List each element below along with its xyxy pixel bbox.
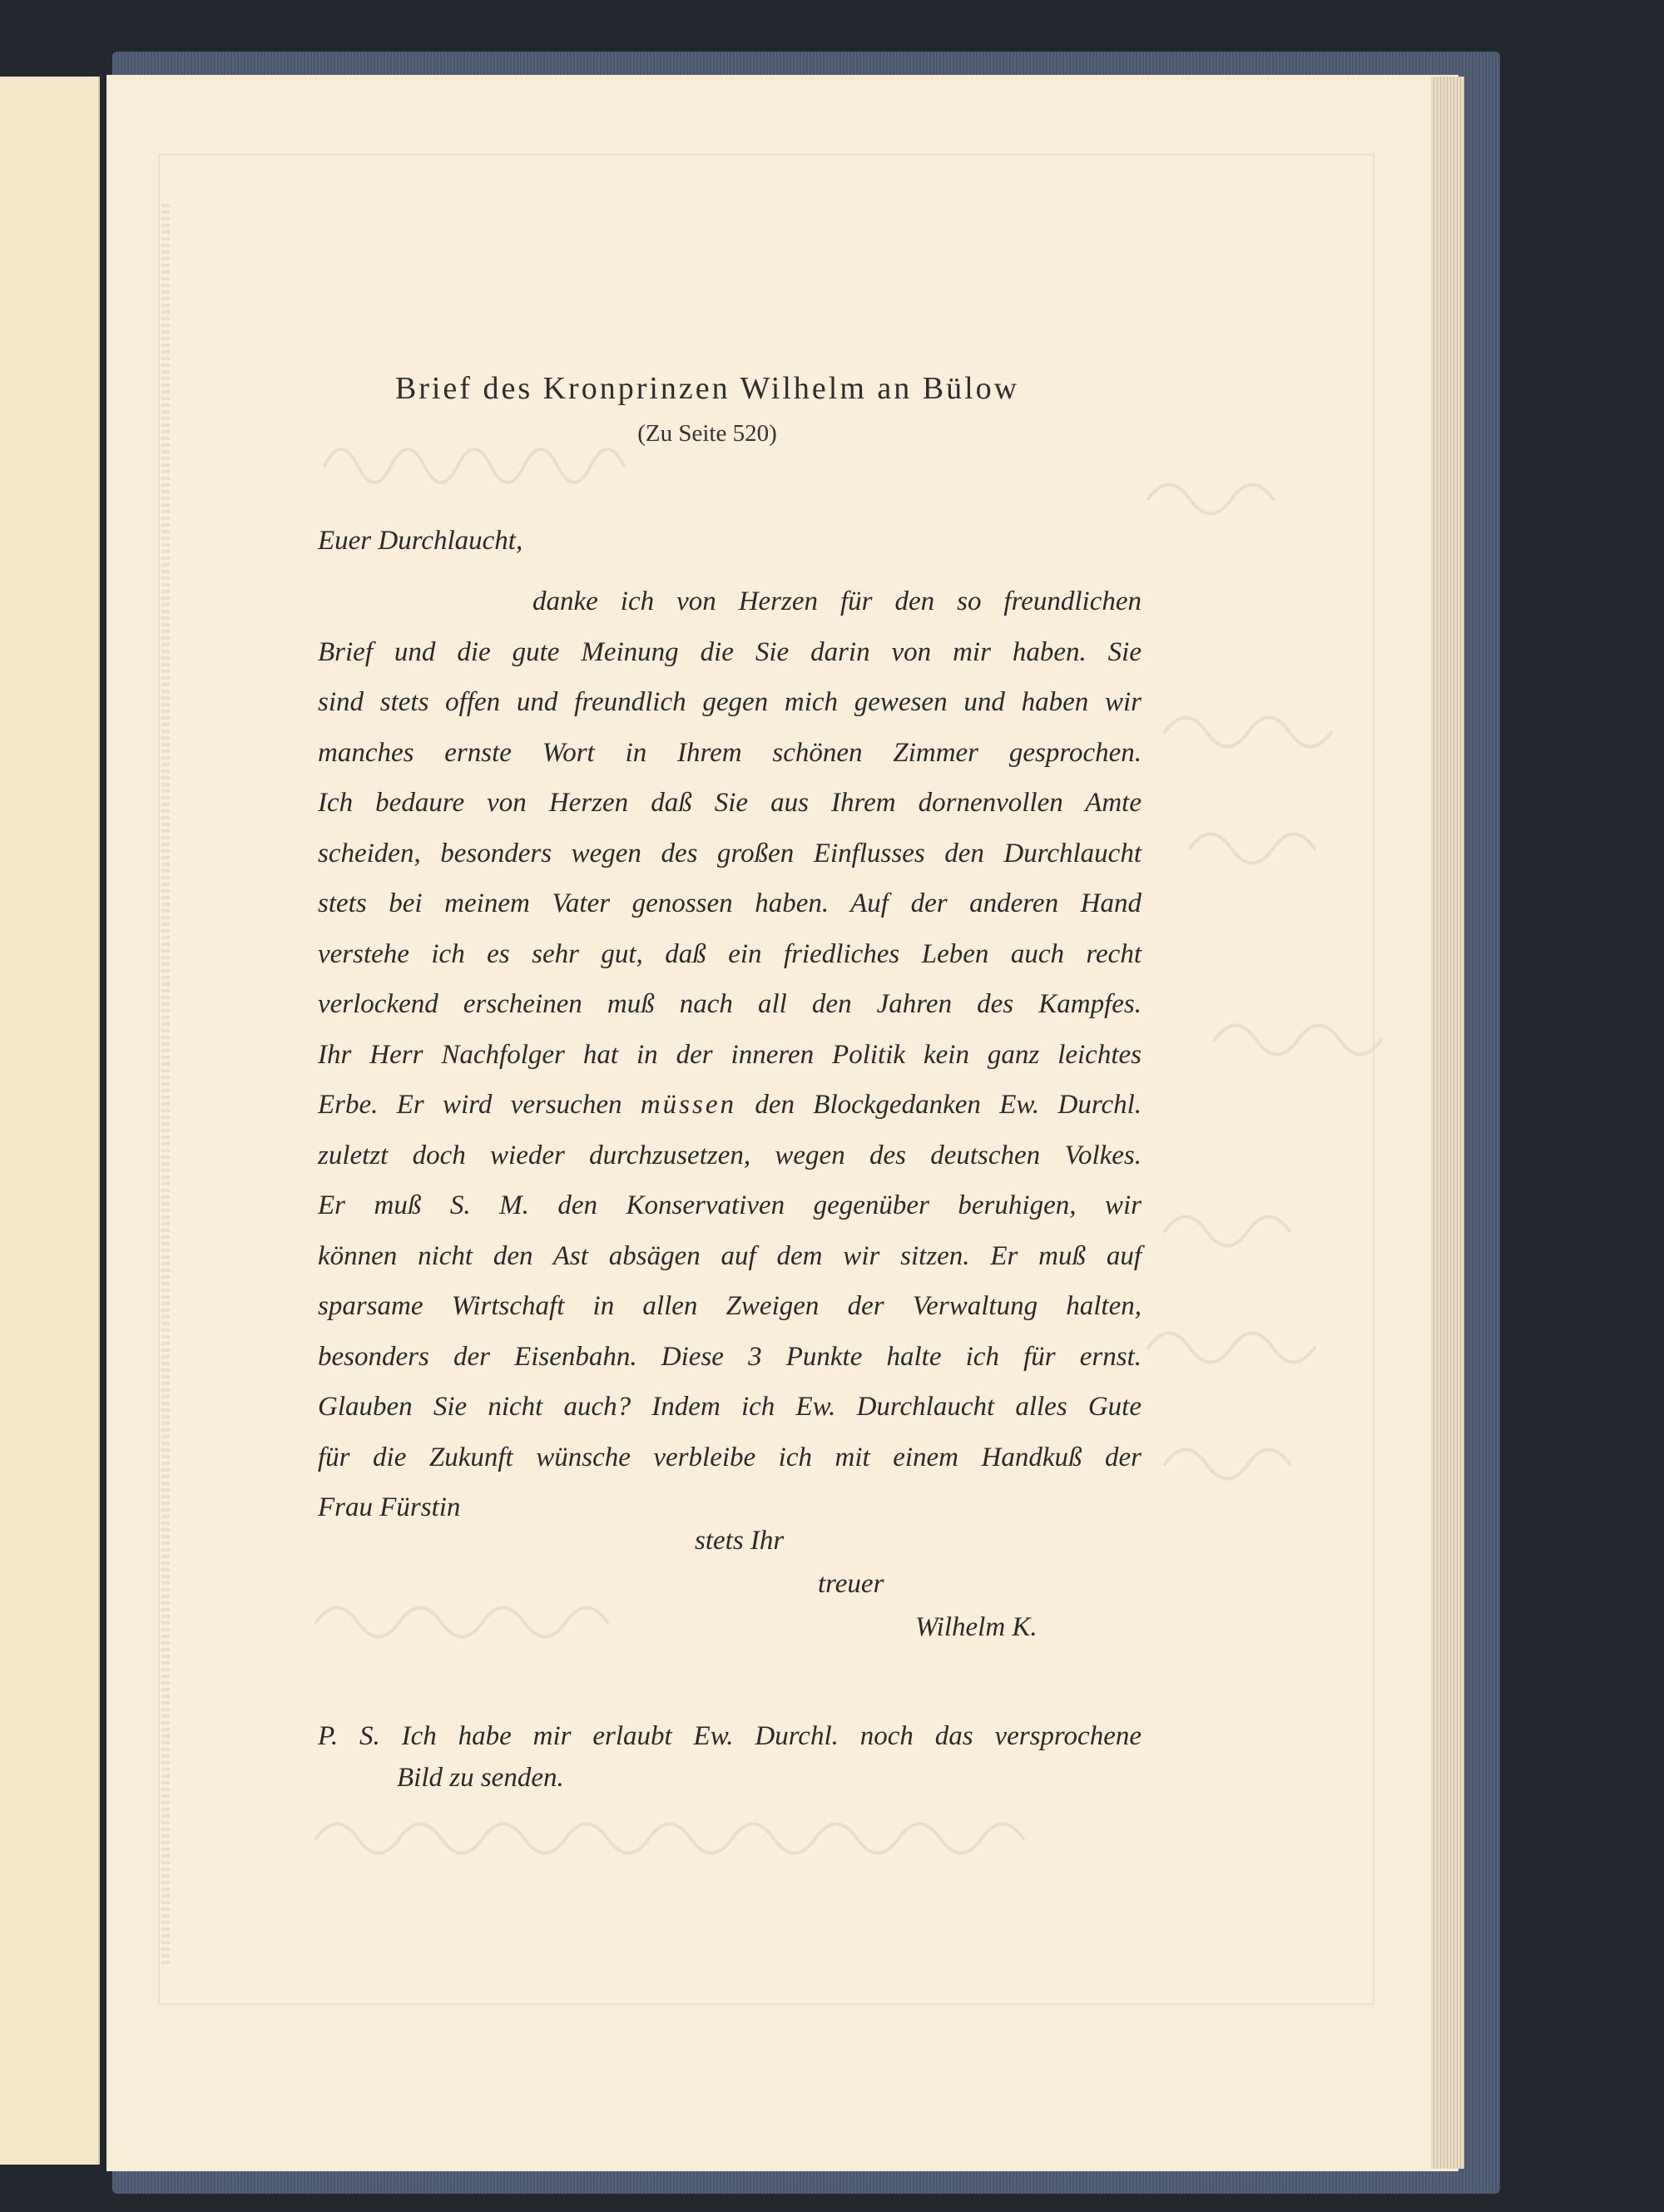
postscript-line: P. S. Ich habe mir erlaubt Ew. Durchl. noch das versprochene — [318, 1721, 1142, 1751]
closing-line: treuer — [818, 1569, 884, 1599]
letter-line: scheiden, besonders wegen des großen Einflusses den Durchlaucht — [318, 838, 1142, 868]
letter-line: besonders der Eisenbahn. Diese 3 Punkte halte ich für ernst. — [318, 1341, 1142, 1372]
letter-fragment: Erbe. Er wird versuchen — [318, 1090, 622, 1120]
letter-salutation: Euer Durchlaucht, — [318, 526, 523, 556]
letter-line: können nicht den Ast absägen auf dem wir sitzen. Er muß auf — [318, 1240, 1142, 1271]
letter-line: Frau Fürstin — [318, 1492, 461, 1522]
letter-body — [318, 577, 1142, 1533]
letter-line: für die Zukunft wünsche verbleibe ich mit einem Handkuß der — [318, 1442, 1142, 1472]
page-title: Brief des Kronprinzen Wilhelm an Bülow — [394, 371, 1020, 406]
emphasized-word: müssen — [640, 1090, 736, 1120]
letter-line: stets bei meinem Vater genossen haben. Auf der anderen Hand — [318, 888, 1142, 918]
letter-line: verlockend erscheinen muß nach all den Jahren des Kampfes. — [318, 989, 1142, 1019]
letter-line: Ihr Herr Nachfolger hat in der inneren Politik kein ganz leichtes — [318, 1039, 1142, 1070]
closing-line: stets Ihr — [695, 1526, 785, 1556]
letter-line: zuletzt doch wieder durchzusetzen, wegen des deutschen Volkes. — [318, 1140, 1142, 1170]
postscript — [318, 1715, 1142, 1799]
page-subtitle: (Zu Seite 520) — [637, 420, 777, 447]
letter-line: Er muß S. M. den Konservativen gegenüber beruhigen, wir — [318, 1190, 1142, 1220]
letter-line: Ich bedaure von Herzen daß Sie aus Ihrem dornenvollen Amte — [318, 788, 1142, 818]
letter-line: Glauben Sie nicht auch? Indem ich Ew. Durchlaucht alles Gute — [318, 1392, 1142, 1422]
letter-line: Brief und die gute Meinung die Sie darin von mir haben. Sie — [318, 636, 1142, 667]
letter-line: danke ich von Herzen für den so freundlichen — [532, 586, 1142, 616]
letter-line-emphasis — [318, 1080, 1142, 1131]
postscript-line: Bild zu senden. — [397, 1763, 564, 1793]
letter-fragment: den Blockgedanken Ew. Durchl. — [755, 1090, 1142, 1120]
signature: Wilhelm K. — [915, 1612, 1038, 1642]
letter-line: manches ernste Wort in Ihrem schönen Zimmer gesprochen. — [318, 737, 1142, 768]
letter-line: verstehe ich es sehr gut, daß ein friedliches Leben auch recht — [318, 938, 1142, 969]
letter-line: sparsame Wirtschaft in allen Zweigen der Verwaltung halten, — [318, 1291, 1142, 1321]
letter-line: sind stets offen und freundlich gegen mich gewesen und haben wir — [318, 687, 1142, 717]
